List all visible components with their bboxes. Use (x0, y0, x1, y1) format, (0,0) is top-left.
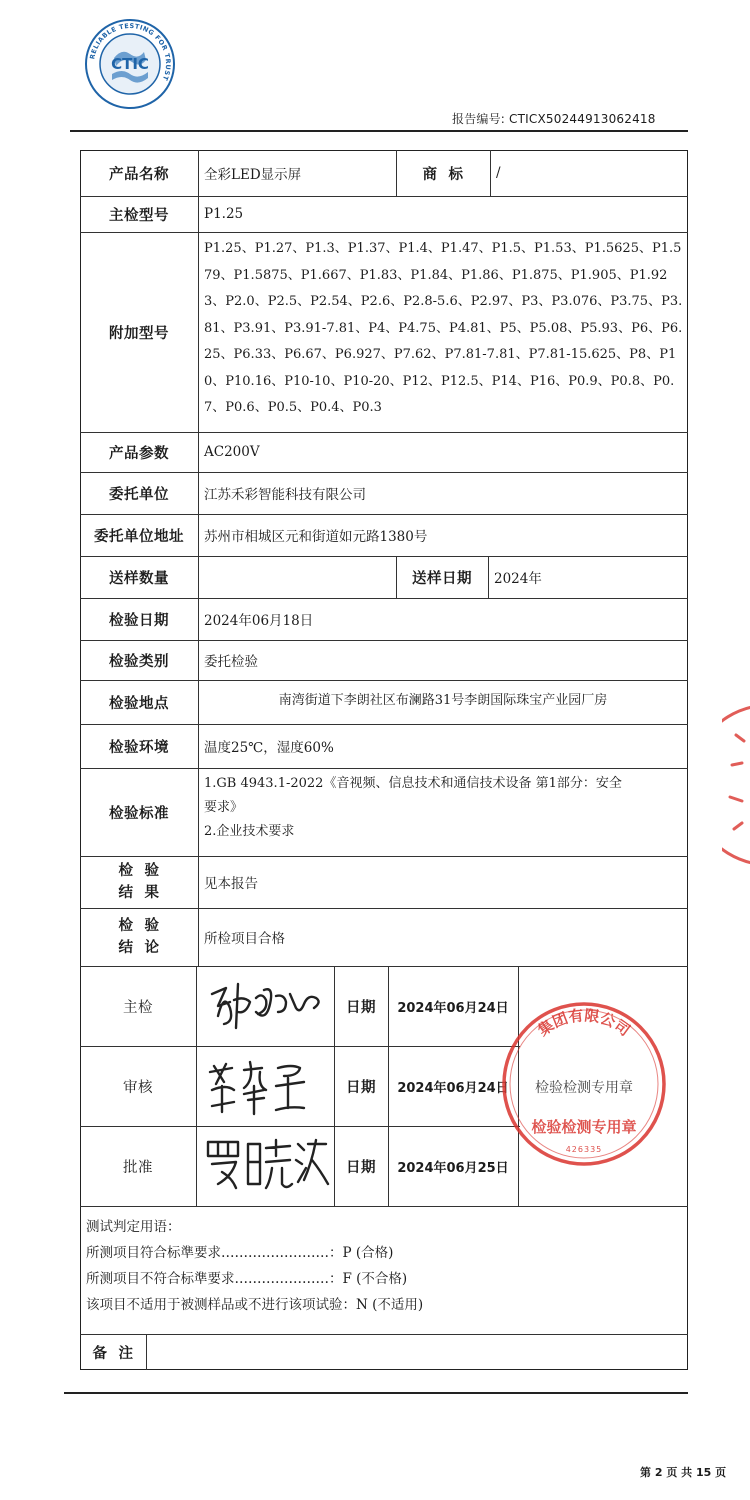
test-env-value: 温度25℃，湿度60% (204, 740, 334, 756)
client-value: 江苏禾彩智能科技有限公司 (204, 487, 366, 503)
test-conclusion-label-bottom: 结 论 (118, 940, 160, 956)
product-name-value: 全彩LED显示屏 (204, 167, 302, 183)
test-conclusion-label (80, 908, 198, 966)
stamp-top-text: 集团有限公司 (534, 1006, 634, 1040)
test-standard-line3: 2.企业技术要求 (204, 824, 295, 839)
reviewer-date-label: 日期 (346, 1079, 376, 1096)
extra-models-value: P1.25、P1.27、P1.3、P1.37、P1.4、P1.47、P1.5、P1.53、P1.5625、P1.579、P1.5875、P1.667、P1.83、P1.84、P1.86、P1.875、P1.905、P1.923、P2.0、P2.5、P2.54、P2.6、P2.8-5.6、P2.97、P3、P3.076、P3.75、P3.81、P3.91、P3.91-7.81、P4、P4.75、P4.81、P5、P5.08、P5.93、P6、P6.25、P6.33、P6.67、P6.927、P7.62、P7.81-7.81、P7.81-15.625、P8、P10、P10.16、P10-10、P10-20、P12、P12.5、P14、P16、P0.9、P0.8、P0.7、P0.6、P0.5、P0.4、P0.3 (204, 241, 683, 415)
product-params-value: AC200V (204, 444, 260, 460)
test-result-value: 见本报告 (204, 876, 258, 892)
main-model-value: P1.25 (204, 206, 244, 222)
judgement-fail: 所测项目不符合标準要求…………………：F (不合格) (86, 1271, 408, 1287)
stamp-number: 426335 (565, 1145, 603, 1154)
client-address-value: 苏州市相城区元和街道如元路1380号 (204, 529, 428, 545)
official-stamp (500, 1000, 668, 1168)
test-env-label: 检验环境 (109, 739, 169, 756)
extra-models-label: 附加型号 (109, 325, 169, 342)
reviewer-signature (204, 1056, 328, 1118)
approver-date: 2024年06月25日 (397, 1160, 509, 1176)
approver-label: 批准 (123, 1159, 153, 1176)
test-date-value: 2024年06月18日 (204, 613, 314, 629)
approver-signature (202, 1134, 330, 1196)
approver-date-label: 日期 (346, 1159, 376, 1176)
product-params-label: 产品参数 (109, 445, 169, 462)
test-result-label-top: 检 验 (118, 863, 160, 879)
test-result-label-bottom: 结 果 (118, 885, 160, 901)
edge-seal-mark (722, 705, 750, 865)
judgement-pass: 所测项目符合标準要求……………………：P (合格) (86, 1245, 394, 1261)
reviewer-label: 审核 (123, 1079, 153, 1096)
inspector-date: 2024年06月24日 (397, 1000, 509, 1016)
judgement-title: 测试判定用语： (86, 1219, 181, 1235)
test-conclusion-label-top: 检 验 (118, 918, 160, 934)
product-name-label: 产品名称 (109, 166, 169, 183)
test-conclusion-value: 所检项目合格 (204, 931, 285, 947)
test-standard-label: 检验标准 (109, 805, 169, 822)
inspector-date-label: 日期 (346, 999, 376, 1016)
sample-qty-value (198, 556, 396, 598)
reviewer-date: 2024年06月24日 (397, 1080, 509, 1096)
client-address-label: 委托单位地址 (94, 528, 184, 545)
main-model-label: 主检型号 (109, 207, 169, 224)
test-result-label (80, 856, 198, 908)
stamp-middle-text: 检验检测专用章 (535, 1080, 633, 1096)
page-number: 第 2 页 共 15 页 (640, 1466, 727, 1479)
judgement-notes (86, 1214, 423, 1318)
test-type-value: 委托检验 (204, 654, 258, 670)
sample-qty-label: 送样数量 (109, 570, 169, 587)
header-rule (70, 130, 688, 132)
test-type-label: 检验类别 (109, 653, 169, 670)
remarks-value (146, 1334, 688, 1370)
test-location-value: 南湾街道下李朗社区布澜路31号李朗国际珠宝产业园厂房 (278, 692, 608, 708)
client-label: 委托单位 (109, 486, 169, 503)
stamp-bottom-text: 检验检测专用章 (531, 1118, 637, 1136)
ring-text: RELIABLE TESTING FOR TRUST (88, 21, 173, 82)
trademark-label: 商 标 (422, 166, 464, 183)
test-date-label: 检验日期 (109, 612, 169, 629)
remarks-label: 备 注 (92, 1345, 134, 1362)
test-standard-value (198, 768, 688, 856)
ctic-logo (84, 18, 176, 110)
test-standard-line1: 1.GB 4943.1-2022《音视频、信息技术和通信技术设备 第1部分：安全 (204, 776, 622, 791)
judgement-na: 该项目不适用于被测样品或不进行该项试验：N (不适用) (86, 1297, 424, 1313)
test-standard-line2: 要求》 (204, 800, 244, 815)
sample-date-value: 2024年 (494, 571, 542, 587)
logo-text: CTIC (111, 55, 149, 73)
inspector-signature (204, 976, 328, 1036)
trademark-value: / (496, 165, 501, 181)
inspector-label: 主检 (123, 999, 153, 1016)
test-location-label: 检验地点 (109, 695, 169, 712)
sample-date-label: 送样日期 (412, 570, 472, 587)
footer-rule (64, 1392, 688, 1394)
report-number: 报告编号: CTICX50244913062418 (452, 112, 656, 126)
